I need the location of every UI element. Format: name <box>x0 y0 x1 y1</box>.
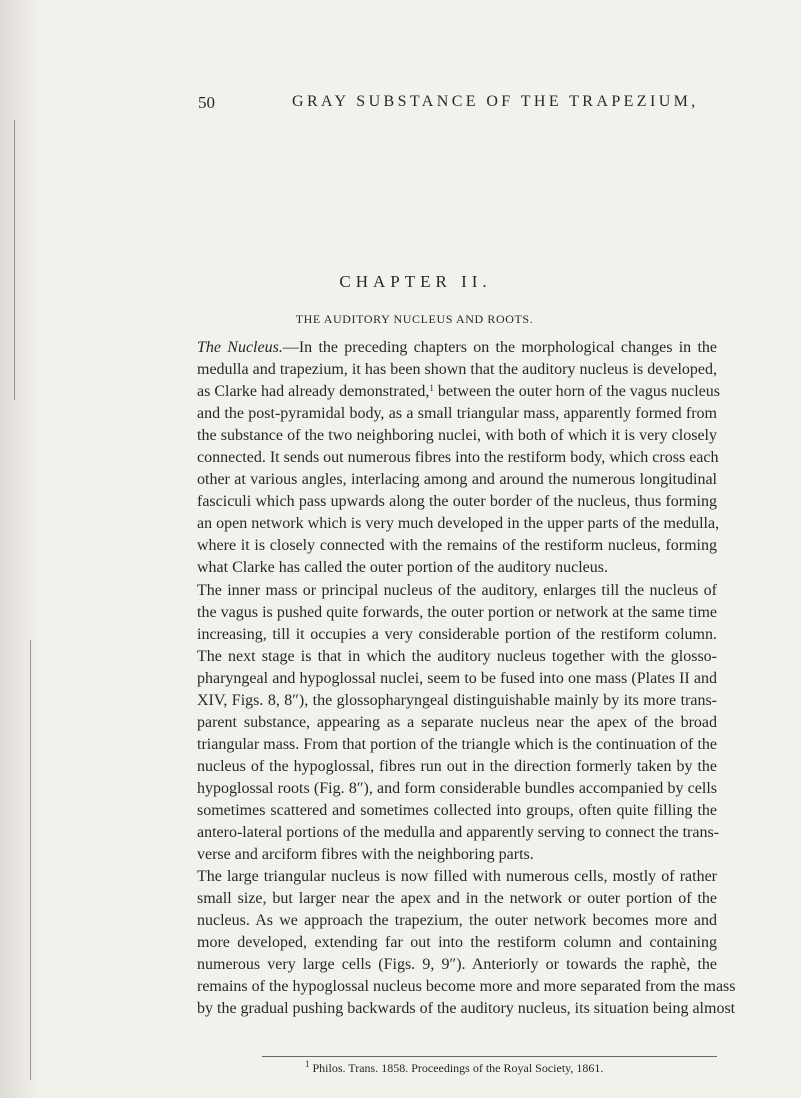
footnote <box>305 1061 603 1076</box>
footnote-reference: 1 <box>429 383 434 394</box>
page-edge-line <box>14 120 15 400</box>
line-text: as Clarke had already demonstrated, <box>197 383 430 401</box>
gutter-shadow <box>0 0 40 1098</box>
line-text: triangular mass. From that portion of the triangle which is the continuation of the <box>197 735 717 753</box>
line-text: by the gradual pushing backwards of the auditory nucleus, its situation being almost <box>197 1000 736 1018</box>
text-line <box>197 469 717 491</box>
line-text-continued: between the outer horn of the vagus nucleus <box>433 383 720 401</box>
text-line <box>197 359 717 381</box>
line-text: other at various angles, interlacing among and around the numerous longitudinal <box>197 471 717 489</box>
text-line <box>197 557 717 579</box>
line-text: where it is closely connected with the remains of the restiform nucleus, forming <box>197 537 717 555</box>
line-text: small size, but larger near the apex and in the network or outer portion of the <box>197 890 717 908</box>
chapter-subtitle: THE AUDITORY NUCLEUS AND ROOTS. <box>295 312 534 326</box>
line-text: remains of the hypoglossal nucleus become more and more separated from the mass <box>197 978 736 996</box>
text-line <box>197 602 717 624</box>
text-line <box>197 447 717 469</box>
line-text: numerous very large cells (Figs. 9, 9″). Anteriorly or towards the raphè, the <box>197 956 717 974</box>
line-text: fasciculi which pass upwards along the outer border of the nucleus, thus forming <box>197 493 717 511</box>
chapter-heading: CHAPTER II. <box>339 272 492 291</box>
line-text: hypoglossal roots (Fig. 8″), and form considerable bundles accompanied by cells <box>197 779 717 797</box>
line-text: nucleus. As we approach the trapezium, the outer network becomes more and <box>197 912 717 930</box>
line-text: nucleus of the hypoglossal, fibres run out in the direction formerly taken by the <box>197 757 717 775</box>
text-line <box>197 866 717 888</box>
text-line <box>197 800 717 822</box>
line-text: and the post-pyramidal body, as a small triangular mass, apparently formed from <box>197 405 717 423</box>
text-line <box>197 756 717 778</box>
run-in-heading: The Nucleus. <box>197 339 283 356</box>
line-text: what Clarke has called the outer portion of the auditory nucleus. <box>197 559 608 577</box>
text-line <box>197 734 717 756</box>
text-line <box>197 690 717 712</box>
text-line <box>197 888 717 910</box>
text-line <box>197 910 717 932</box>
text-line <box>197 403 717 425</box>
line-text: antero-lateral portions of the medulla and apparently serving to connect the trans- <box>197 824 720 842</box>
line-text: verse and arciform fibres with the neighboring parts. <box>197 846 534 864</box>
line-text: medulla and trapezium, it has been shown that the auditory nucleus is developed, <box>197 361 717 379</box>
footnote-rule <box>262 1056 717 1057</box>
text-line <box>197 778 717 800</box>
text-line <box>197 668 717 690</box>
body-text <box>197 337 736 1020</box>
line-text: The inner mass or principal nucleus of the auditory, enlarges till the nucleus of <box>197 581 717 599</box>
line-text: The large triangular nucleus is now filled with numerous cells, mostly of rather <box>197 868 717 886</box>
running-head <box>0 93 801 119</box>
line-text: parent substance, appearing as a separate nucleus near the apex of the broad <box>197 713 717 731</box>
text-line <box>197 932 717 954</box>
text-line <box>197 646 717 668</box>
text-line <box>197 822 720 844</box>
text-line <box>197 580 717 602</box>
line-text: the substance of the two neighboring nuclei, with both of which it is very closely <box>197 427 717 445</box>
text-line <box>197 425 717 447</box>
line-text: —In the preceding chapters on the morphological changes in the <box>282 339 717 356</box>
text-line <box>197 844 717 866</box>
line-text: sometimes scattered and sometimes collected into groups, often quite filling the <box>197 801 717 819</box>
text-line <box>197 491 717 513</box>
line-text: the vagus is pushed quite forwards, the outer portion or network at the same time <box>197 603 717 621</box>
text-line <box>197 954 717 976</box>
running-title: GRAY SUBSTANCE OF THE TRAPEZIUM, <box>292 93 699 110</box>
line-text: XIV, Figs. 8, 8″), the glossopharyngeal distinguishable mainly by its more trans- <box>197 691 717 709</box>
text-line <box>197 535 717 557</box>
line-text: an open network which is very much developed in the upper parts of the medulla, <box>197 515 720 533</box>
text-line <box>197 624 717 646</box>
line-text: The next stage is that in which the auditory nucleus together with the glosso- <box>197 647 717 665</box>
page-edge-line <box>30 640 31 1080</box>
text-line <box>197 337 717 359</box>
line-text: more developed, extending far out into the restiform column and containing <box>197 934 717 952</box>
text-line <box>197 381 720 403</box>
footnote-text: Philos. Trans. 1858. Proceedings of the Royal Society, 1861. <box>309 1061 604 1075</box>
text-line <box>197 513 720 535</box>
line-text: connected. It sends out numerous fibres into the restiform body, which cross each <box>197 449 719 467</box>
footnote-marker: 1 <box>305 1059 310 1069</box>
text-line <box>197 998 736 1020</box>
line-text: increasing, till it occupies a very considerable portion of the restiform column. <box>197 625 717 643</box>
text-line <box>197 712 717 734</box>
line-text: pharyngeal and hypoglossal nuclei, seem to be fused into one mass (Plates II and <box>197 669 717 687</box>
text-line <box>197 976 736 998</box>
page-number: 50 <box>198 93 215 112</box>
